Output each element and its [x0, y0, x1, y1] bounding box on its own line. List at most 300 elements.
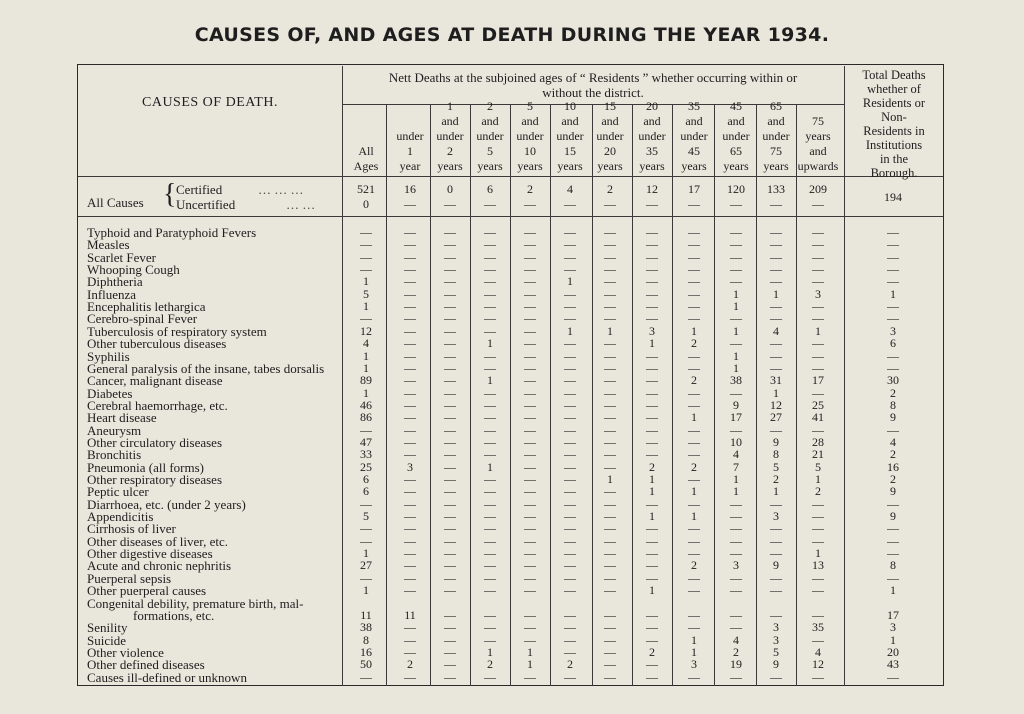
column-header-line: years [681, 159, 707, 173]
death-count: — [688, 546, 700, 560]
column-header-line: All [358, 144, 374, 158]
death-count: — [564, 645, 576, 659]
death-count: 1 [733, 361, 739, 375]
death-count: — [444, 287, 456, 301]
death-count: — [524, 373, 536, 387]
column-header-line: and [481, 114, 499, 128]
cause-label: Measles [87, 237, 130, 252]
death-count: — [646, 373, 658, 387]
death-count: 38 [730, 373, 742, 387]
death-count: 1 [363, 361, 369, 375]
column-header [630, 99, 674, 174]
uncertified-value: — [730, 197, 742, 211]
death-count: — [404, 497, 416, 511]
death-count: — [688, 250, 700, 264]
column-header-line: under [436, 129, 464, 143]
page-title: CAUSES OF, AND AGES AT DEATH DURING THE YEAR 1934. [194, 24, 830, 46]
death-count: — [484, 608, 496, 622]
death-count: — [444, 361, 456, 375]
death-count: — [564, 484, 576, 498]
death-count: — [604, 225, 616, 239]
cause-label: Puerperal sepsis [87, 571, 172, 586]
total-count: — [887, 262, 899, 276]
cause-label: Diarrhoea, etc. (under 2 years) [87, 497, 246, 512]
death-count: 2 [773, 472, 779, 486]
death-count: — [444, 225, 456, 239]
total-count: — [887, 546, 899, 560]
death-count: 25 [360, 460, 372, 474]
death-count: — [604, 250, 616, 264]
death-count: 1 [649, 583, 655, 597]
death-count: — [484, 521, 496, 535]
death-count: — [812, 336, 824, 350]
death-count: — [564, 558, 576, 572]
uncertified-value: — [812, 197, 824, 211]
death-count: — [524, 472, 536, 486]
death-count: — [688, 311, 700, 325]
death-count: — [564, 423, 576, 437]
death-count: 2 [487, 657, 493, 671]
death-count: 1 [773, 386, 779, 400]
death-count: — [404, 435, 416, 449]
death-count: — [444, 571, 456, 585]
certified-value: 521 [357, 182, 375, 196]
death-count: — [688, 299, 700, 313]
death-count: 46 [360, 398, 372, 412]
death-count: 3 [773, 620, 779, 634]
death-count: — [730, 534, 742, 548]
death-count: — [646, 447, 658, 461]
nett-deaths-subheading: without the district. [542, 85, 644, 100]
column-header-line: 10 [524, 144, 536, 158]
total-count: 2 [890, 447, 896, 461]
death-count: — [688, 583, 700, 597]
death-count: — [646, 497, 658, 511]
death-count: — [484, 324, 496, 338]
column-header-line: years [437, 159, 463, 173]
death-count: — [812, 423, 824, 437]
total-count: 43 [887, 657, 899, 671]
death-count: — [404, 534, 416, 548]
death-count: — [444, 373, 456, 387]
death-count: — [444, 670, 456, 684]
death-count: 1 [649, 336, 655, 350]
death-count: — [404, 645, 416, 659]
death-count: — [604, 633, 616, 647]
column-header-line: under [638, 129, 666, 143]
death-count: — [564, 398, 576, 412]
uncertified-value: — [604, 197, 616, 211]
death-count: — [404, 386, 416, 400]
death-count: — [646, 558, 658, 572]
total-heading-line: Residents or [862, 96, 926, 110]
death-count: — [484, 571, 496, 585]
death-count: — [646, 571, 658, 585]
death-count: — [730, 262, 742, 276]
total-heading-line: whether of [867, 82, 921, 96]
death-count: — [812, 274, 824, 288]
death-count: — [688, 398, 700, 412]
death-count: — [646, 287, 658, 301]
death-count: — [770, 225, 782, 239]
cause-label: Congenital debility, premature birth, mal- [87, 596, 304, 611]
death-count: — [688, 349, 700, 363]
death-count: 9 [773, 657, 779, 671]
death-count: — [444, 299, 456, 313]
death-count: 89 [360, 373, 372, 387]
death-count: 4 [815, 645, 821, 659]
death-count: — [688, 237, 700, 251]
cause-label: Other defined diseases [87, 657, 205, 672]
column-header [672, 99, 716, 174]
total-count: — [887, 521, 899, 535]
death-count: 12 [360, 324, 372, 338]
death-count: — [604, 336, 616, 350]
total-count: 20 [887, 645, 899, 659]
column-header [468, 99, 512, 174]
death-count: — [444, 558, 456, 572]
death-count: — [646, 386, 658, 400]
death-count: 2 [733, 645, 739, 659]
death-count: — [812, 386, 824, 400]
cause-label: formations, etc. [133, 608, 215, 623]
total-count: 1 [890, 633, 896, 647]
death-count: — [770, 250, 782, 264]
death-count: — [564, 497, 576, 511]
uncertified-value: — [646, 197, 658, 211]
leader-dots: … … … [258, 182, 304, 197]
column-header-line: 5 [487, 144, 493, 158]
column-header-line: under [680, 129, 708, 143]
death-count: 5 [363, 509, 369, 523]
death-count: — [770, 237, 782, 251]
death-count: 3 [733, 558, 739, 572]
death-count: — [770, 534, 782, 548]
death-count: — [484, 472, 496, 486]
total-count: 9 [890, 484, 896, 498]
column-header-line: years [597, 159, 623, 173]
death-count: 47 [360, 435, 372, 449]
death-count: 2 [649, 645, 655, 659]
death-count: 1 [487, 373, 493, 387]
column-header-line: under [516, 129, 544, 143]
death-count: 1 [527, 645, 533, 659]
death-count: — [444, 311, 456, 325]
death-count: — [564, 608, 576, 622]
column-header-line: and [809, 144, 827, 158]
death-count: — [604, 349, 616, 363]
column-header-line: 20 [604, 144, 616, 158]
death-count: — [688, 670, 700, 684]
death-count: — [688, 386, 700, 400]
cause-label: Scarlet Fever [87, 250, 156, 265]
death-count: — [484, 311, 496, 325]
column-header-line: under [556, 129, 584, 143]
death-count: — [646, 546, 658, 560]
all-causes-total: 194 [884, 190, 902, 204]
death-count: — [646, 299, 658, 313]
death-count: — [564, 311, 576, 325]
death-count: 1 [487, 645, 493, 659]
uncertified-value: — [444, 197, 456, 211]
death-count: — [360, 534, 372, 548]
death-count: — [812, 361, 824, 375]
death-count: — [770, 274, 782, 288]
header-bottom-divider [78, 176, 943, 177]
death-count: — [360, 497, 372, 511]
column-header-line: 65 [730, 144, 742, 158]
cause-label: Other violence [87, 645, 164, 660]
death-count: — [604, 534, 616, 548]
death-count: 35 [812, 620, 824, 634]
death-count: — [730, 620, 742, 634]
death-count: — [730, 336, 742, 350]
death-count: — [524, 497, 536, 511]
column-header-line: years [723, 159, 749, 173]
death-count: 1 [567, 324, 573, 338]
total-count: 6 [890, 336, 896, 350]
death-count: 6 [363, 472, 369, 486]
death-count: — [444, 645, 456, 659]
death-count: — [604, 287, 616, 301]
death-count: 41 [812, 410, 824, 424]
column-header-line: years [805, 129, 831, 143]
death-count: — [604, 583, 616, 597]
death-count: — [730, 250, 742, 264]
death-count: — [444, 657, 456, 671]
death-count: — [730, 571, 742, 585]
death-count: — [812, 311, 824, 325]
certified-value: 2 [527, 182, 533, 196]
total-heading-line: in the [879, 152, 909, 166]
death-count: — [404, 558, 416, 572]
total-heading-line: Residents in [863, 124, 925, 138]
uncertified-value: — [770, 197, 782, 211]
death-count: — [564, 336, 576, 350]
death-count: 12 [770, 398, 782, 412]
death-count: — [604, 311, 616, 325]
certified-value: 120 [727, 182, 745, 196]
death-count: — [444, 274, 456, 288]
death-count: 7 [733, 460, 739, 474]
column-header-line: years [763, 159, 789, 173]
death-count: — [730, 509, 742, 523]
death-count: — [404, 670, 416, 684]
death-count: — [524, 274, 536, 288]
column-header-line: 2 [487, 99, 493, 113]
death-count: — [770, 670, 782, 684]
death-count: — [812, 670, 824, 684]
death-count: 1 [363, 349, 369, 363]
uncertified-value: — [524, 197, 536, 211]
death-count: 1 [733, 484, 739, 498]
death-count: — [524, 608, 536, 622]
death-count: — [812, 521, 824, 535]
column-header-line: 35 [688, 99, 700, 113]
death-count: — [484, 410, 496, 424]
column-header-line: year [399, 159, 421, 173]
death-count: — [444, 521, 456, 535]
death-count: — [604, 509, 616, 523]
column-header-line: 1 [447, 99, 453, 113]
death-count: — [646, 311, 658, 325]
death-count: — [730, 225, 742, 239]
death-count: — [484, 274, 496, 288]
death-count: — [484, 484, 496, 498]
death-count: — [524, 509, 536, 523]
column-header-line: 1 [407, 144, 413, 158]
death-count: 19 [730, 657, 742, 671]
death-count: — [404, 274, 416, 288]
column-header-line: 15 [564, 144, 576, 158]
column-header-line: Ages [353, 159, 379, 173]
death-count: — [444, 410, 456, 424]
death-count: — [484, 558, 496, 572]
cause-label: Cerebro-spinal Fever [87, 311, 198, 326]
death-count: 9 [733, 398, 739, 412]
death-count: — [730, 311, 742, 325]
death-count: — [688, 262, 700, 276]
death-count: — [444, 509, 456, 523]
death-count: — [646, 620, 658, 634]
column-header-line: 75 [812, 114, 824, 128]
death-count: — [404, 311, 416, 325]
column-header-line: and [643, 114, 661, 128]
death-count: 1 [815, 546, 821, 560]
death-count: 21 [812, 447, 824, 461]
death-count: 1 [691, 633, 697, 647]
death-count: — [404, 509, 416, 523]
death-count: — [444, 497, 456, 511]
death-count: — [564, 472, 576, 486]
nett-deaths-heading: Nett Deaths at the subjoined ages of “ Residents ” whether occurring within or [388, 70, 798, 85]
death-count: 1 [815, 472, 821, 486]
death-count: — [646, 633, 658, 647]
death-count: — [524, 398, 536, 412]
death-count: — [646, 361, 658, 375]
death-count: — [484, 349, 496, 363]
death-count: — [444, 237, 456, 251]
death-count: 1 [607, 324, 613, 338]
death-count: — [646, 250, 658, 264]
death-count: 1 [607, 472, 613, 486]
column-divider [386, 105, 387, 686]
death-count: — [688, 620, 700, 634]
death-count: — [646, 657, 658, 671]
total-count: 4 [890, 435, 896, 449]
death-count: — [484, 633, 496, 647]
death-count: — [604, 299, 616, 313]
death-count: — [404, 472, 416, 486]
death-count: 1 [691, 410, 697, 424]
death-count: — [404, 546, 416, 560]
death-count: — [444, 608, 456, 622]
uncertified-value: — [484, 197, 496, 211]
death-count: 11 [404, 608, 416, 622]
death-count: — [444, 484, 456, 498]
death-count: — [484, 250, 496, 264]
total-heading-line: Borough. [870, 166, 918, 180]
death-count: 9 [773, 435, 779, 449]
death-count: — [404, 361, 416, 375]
cause-label: Appendicitis [87, 509, 154, 524]
death-count: 8 [363, 633, 369, 647]
death-count: 31 [770, 373, 782, 387]
death-count: 10 [730, 435, 742, 449]
death-count: — [404, 299, 416, 313]
death-count: 3 [773, 633, 779, 647]
death-count: — [688, 447, 700, 461]
cause-label: Influenza [87, 287, 137, 302]
death-count: 6 [363, 484, 369, 498]
death-count: — [524, 225, 536, 239]
total-count: — [887, 571, 899, 585]
brace: { [163, 179, 177, 210]
death-count: 1 [363, 274, 369, 288]
death-count: 13 [812, 558, 824, 572]
certified-value: 2 [607, 182, 613, 196]
cause-label: Whooping Cough [87, 262, 180, 277]
death-count: — [484, 670, 496, 684]
death-count: — [770, 583, 782, 597]
death-count: — [524, 447, 536, 461]
total-heading-line: Institutions [865, 138, 923, 152]
death-count: — [770, 546, 782, 560]
death-count: 1 [649, 509, 655, 523]
death-count: — [688, 608, 700, 622]
death-count: — [812, 497, 824, 511]
death-count: — [604, 237, 616, 251]
death-count: 1 [363, 546, 369, 560]
death-count: — [730, 386, 742, 400]
death-count: — [770, 423, 782, 437]
death-count: — [604, 386, 616, 400]
column-header-line: and [685, 114, 703, 128]
cause-label: Causes ill-defined or unknown [87, 670, 247, 685]
death-count: — [688, 274, 700, 288]
death-count: — [404, 336, 416, 350]
death-count: 1 [649, 472, 655, 486]
death-count: 1 [733, 287, 739, 301]
death-count: — [604, 670, 616, 684]
death-count: — [360, 571, 372, 585]
cause-label: Peptic ulcer [87, 484, 149, 499]
death-count: — [812, 583, 824, 597]
death-count: — [444, 447, 456, 461]
column-header-line: under [596, 129, 624, 143]
death-count: — [484, 225, 496, 239]
death-count: — [564, 633, 576, 647]
total-count: — [887, 225, 899, 239]
cause-label: Acute and chronic nephritis [87, 558, 232, 573]
column-header-line: 35 [646, 144, 658, 158]
death-count: — [360, 521, 372, 535]
death-count: — [812, 349, 824, 363]
death-count: — [604, 274, 616, 288]
death-count: — [484, 534, 496, 548]
column-header-line: years [517, 159, 543, 173]
death-count: — [812, 250, 824, 264]
column-header-line: under [476, 129, 504, 143]
death-count: — [604, 657, 616, 671]
total-count: 2 [890, 472, 896, 486]
death-count: 1 [487, 460, 493, 474]
death-count: 2 [691, 373, 697, 387]
death-count: 2 [649, 460, 655, 474]
death-count: — [604, 460, 616, 474]
total-count: — [887, 670, 899, 684]
death-count: 1 [773, 484, 779, 498]
